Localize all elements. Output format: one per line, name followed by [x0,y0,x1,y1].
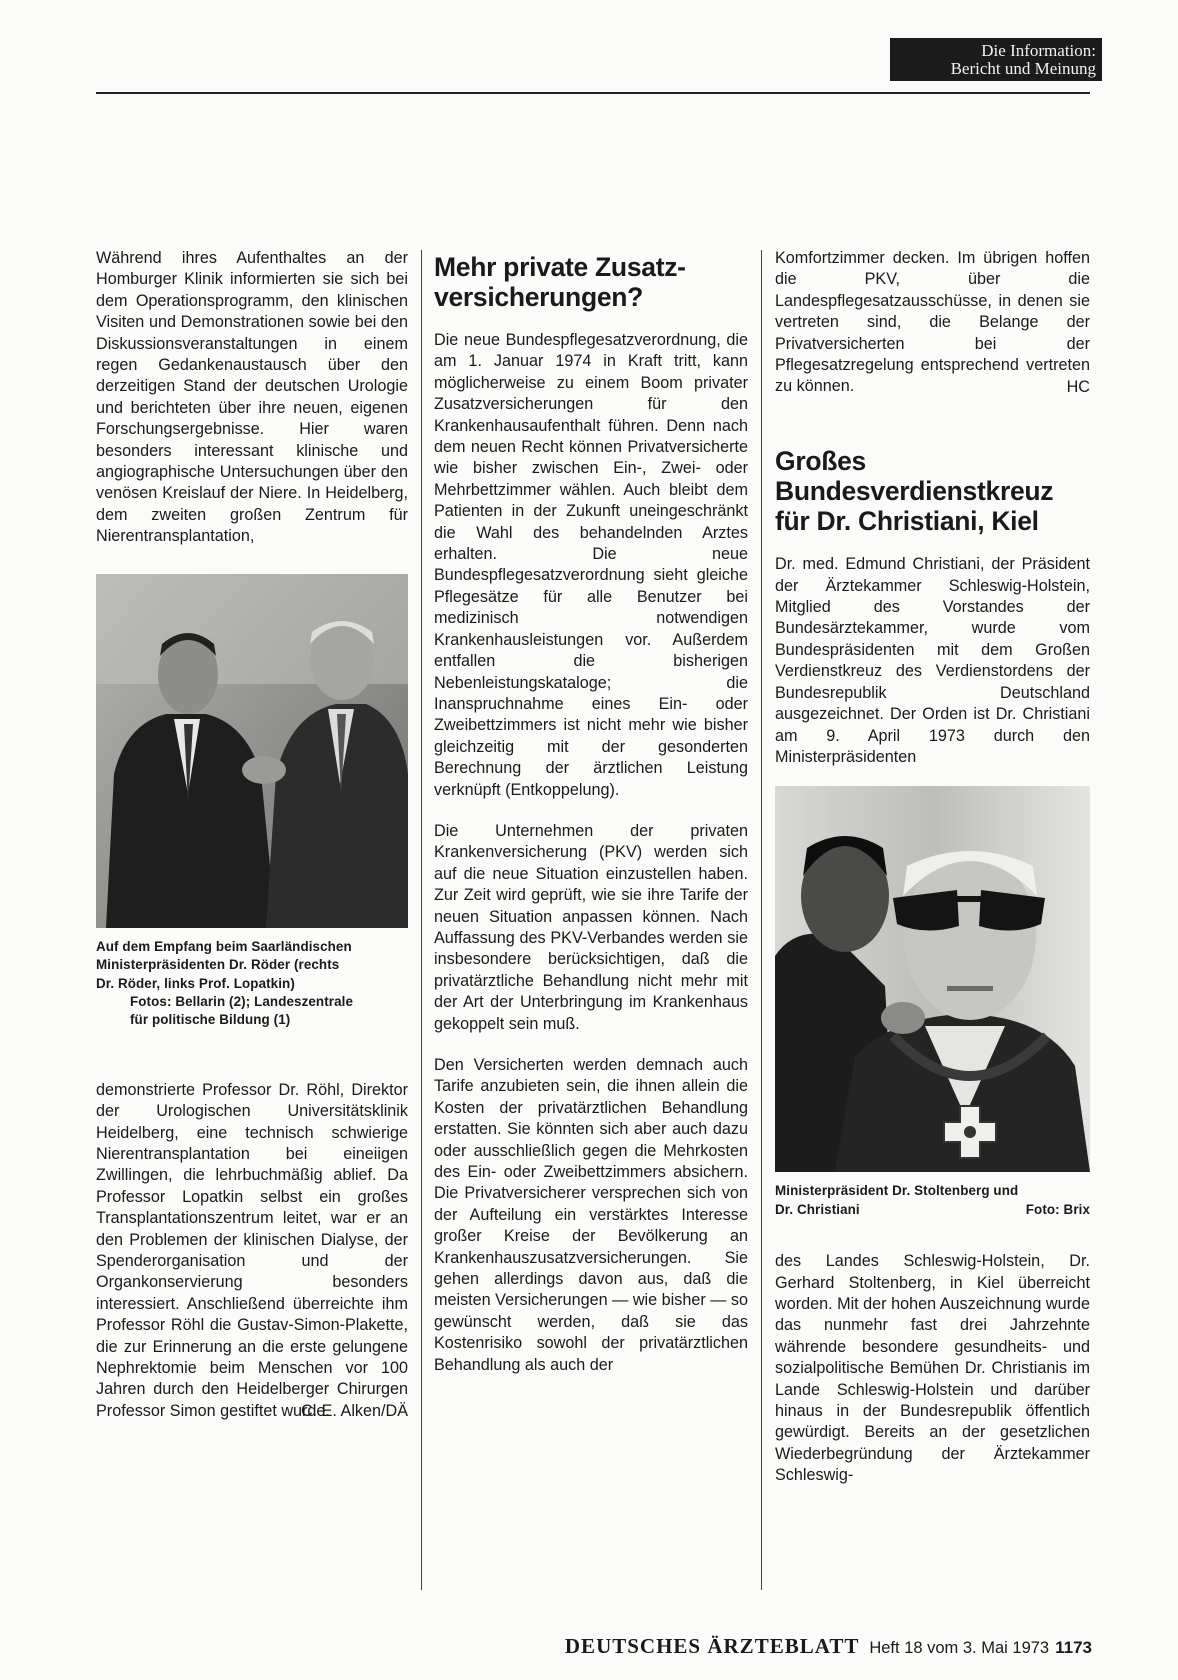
article-private-insurance [434,248,748,1376]
article-headline: Großes Bundesverdienstkreuz für Dr. Christiani, Kiel [775,446,1054,537]
insurance-paragraph-3: Den Versicherten werden demnach auch Tarife anzubieten sein, die ihnen allein die Kosten der privatärztlichen Behandlung erstatten. Sie könnten sich aber auch dazu oder ausschließlich gegen die Mehrkosten des Ein- oder Zweibettzimmers absichern. Die Privatversicherer versprechen sich von der Aufteilung ein verstärktes Interesse großer Kreise der Bevölkerung an Krankenhauszusatzversicherungen. Sie gehen allerdings davon aus, daß die meisten Versicherungen — wie bisher — so gewünscht werden, daß sie das Kostenrisiko sowohl der privatärztlichen Behandlung als auch der [434,1056,749,1374]
caption-line: Ministerpräsidenten Dr. Röder (rechts [96,957,340,973]
page-footer [480,1634,1092,1659]
article-right-column [775,248,1090,1487]
author-signature: C. E. Alken/DÄ [300,1402,408,1421]
award-photo-caption [775,1182,1090,1219]
award-photo-image [775,786,1090,1172]
column-divider-left [421,250,422,1590]
author-initials: HC [1066,377,1090,396]
header-rule [96,92,1090,94]
caption-line: Dr. Röder, links Prof. Lopatkin) [96,975,295,991]
urology-paragraph-2: demonstrierte Professor Dr. Röhl, Direktor der Urologischen Universitätsklinik Heidelberg, eine technisch schwierige Nierentransplantation bei eineiigen Zwillingen, die lehrbuchmäßig ablief. Da Professor Lopatkin selbst ein großes Transplantationszentrum leitet, war er an den Problemen der klinischen Dialyse, der Spenderorganisation und der Organkonservierung besonders interessiert. Anschließend überreichte ihm Professor Röhl die Gustav-Simon-Plakette, die zur Erinnerung an die erste gelungene Nephrektomie beim Menschen vor 100 Jahren durch den Heidelberger Chirurgen Professor Simon gestiftet wurde. [96,1080,408,1420]
insurance-paragraph-2: Die Unternehmen der privaten Krankenversicherung (PKV) werden sich auf die neue Situation einzustellen haben. Zur Zeit wird geprüft, wie sie ihre Tarife der neuen Situation anpassen können. Nach Auffassung des PKV-Verbandes werden sie insbesondere berücksichtigen, daß die privatärztliche Behandlung nicht mehr mit der Art der Unterbringung im Krankenhaus gekoppelt sein muß. [434,821,748,1033]
reception-photo [96,574,408,928]
article-urology-continued [96,248,408,1423]
photo-credit: Foto: Brix [1025,1201,1090,1217]
award-photo [775,786,1090,1172]
publication-name: DEUTSCHES ÄRZTEBLATT [564,1634,860,1658]
award-paragraph-1: Dr. med. Edmund Christiani, der Präsident der Ärztekammer Schleswig-Holstein, Mitglied des Vorstandes der Bundesärztekammer, wurde vom Bundespräsidenten mit dem Großen Verdienstkreuz des Verdienstordens der Bundesrepublik Deutschland ausgezeichnet. Der Orden ist Dr. Christiani am 9. April 1973 durch den Ministerpräsidenten [775,555,1090,766]
caption-line: Ministerpräsident Dr. Stoltenberg und [775,1183,1019,1199]
page-number: 1173 [1055,1638,1092,1657]
article-headline: Mehr private Zusatz- versicherungen? [434,252,686,312]
photo-credit: für politische Bildung (1) [130,1012,291,1028]
section-label-line1: Die Information: [981,41,1096,60]
section-label-line2: Bericht und Meinung [950,59,1096,78]
urology-paragraph-1: Während ihres Aufenthaltes an der Homburger Klinik informierten sie sich bei dem Operationsprogramm, den klinischen Visiten und Demonstrationen sowie bei den Diskussionsveranstaltungen in einem regen Gedankenaustausch über den derzeitigen Stand der deutschen Urologie und berichteten über ihre neuen, eigenen Forschungsergebnisse. Hier waren besonders interessant klinische und angiographische Untersuchungen über den venösen Kreislauf der Niere. In Heidelberg, dem zweiten großen Zentrum für Nierentransplantation, [96,249,408,546]
issue-info: Heft 18 vom 3. Mai 1973 [869,1639,1050,1657]
caption-line: Auf dem Empfang beim Saarländischen [96,938,352,954]
reception-photo-caption [96,938,408,1030]
insurance-paragraph-4: Komfortzimmer decken. Im übrigen hoffen die PKV, über die Landespflegesatzausschüsse, in denen sie vertreten sind, die Belange der Privatversicherten bei der Pflegesatzregelung entsprechend vertreten zu können. [775,249,1090,396]
section-label [890,38,1102,81]
insurance-paragraph-1: Die neue Bundespflegesatzverordnung, die am 1. Januar 1974 in Kraft tritt, kann möglicherweise zu einem Boom privater Zusatzversicherungen für den Krankenhausaufenthalt führen. Denn nach dem neuen Recht können Privatversicherte wie bisher zwischen Ein-, Zwei- oder Mehrbettzimmer wählen. Auch bleibt dem Patienten in der Zukunft uneingeschränkt die Wahl des behandelnden Arztes erhalten. Die neue Bundespflegesatzverordnung sieht gleiche Pflegesätze für alle Benutzer bei medizinisch notwendigen Krankenhausleistungen vor. Außerdem entfallen die bisherigen Nebenleistungskataloge; die Inanspruchnahme eines Ein- oder Zweibettzimmers ist nicht mehr wie bisher gleichzeitig mit der gesonderten Berechnung der ärztlichen Leistung verknüpft (Entkoppelung). [434,331,748,799]
reception-photo-image [96,574,408,928]
award-paragraph-2: des Landes Schleswig-Holstein, Dr. Gerhard Stoltenberg, in Kiel überreicht worden. Mit der hohen Auszeichnung wurde das nunmehr fast drei Jahrzehnte währende besondere gesundheits- und sozialpolitische Bemühen Dr. Christianis im Lande Schleswig-Holstein und darüber hinaus in der Bundesrepublik öffentlich gewürdigt. Bereits an der gesetzlichen Wiederbegründung der Ärztekammer Schleswig- [775,1252,1090,1485]
photo-credit: Fotos: Bellarin (2); Landeszentrale [130,993,353,1009]
caption-line: Dr. Christiani [775,1201,860,1217]
column-divider-right [761,250,762,1590]
